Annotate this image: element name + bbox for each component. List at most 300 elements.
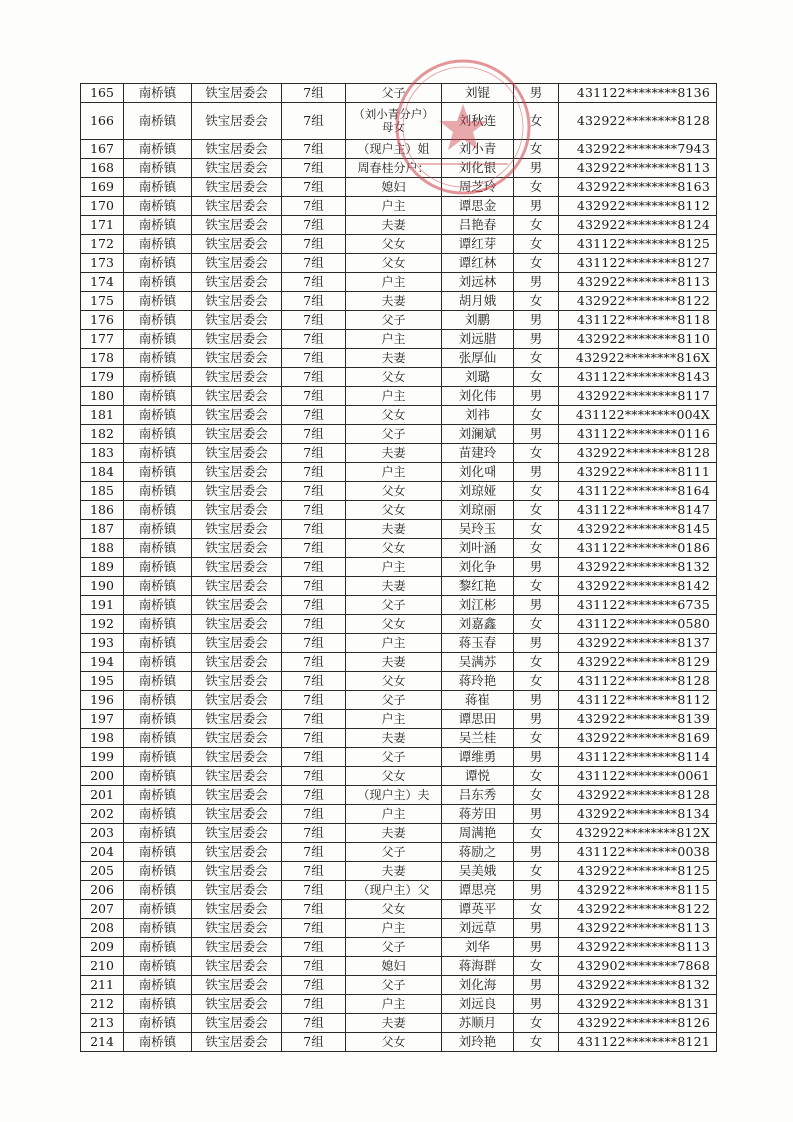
cell-number: 192 — [81, 615, 124, 634]
cell-name: 刘远草 — [442, 919, 514, 938]
cell-relation: 父子 — [346, 938, 442, 957]
table-row — [81, 235, 717, 254]
cell-gender: 男 — [514, 691, 559, 710]
cell-gender: 女 — [514, 349, 559, 368]
cell-gender: 女 — [514, 140, 559, 159]
table-row — [81, 767, 717, 786]
cell-relation: 户主 — [346, 634, 442, 653]
cell-committee: 铁宝居委会 — [192, 159, 282, 178]
cell-town: 南桥镇 — [124, 634, 192, 653]
cell-relation: 夫妻 — [346, 824, 442, 843]
cell-name: 黎红艳 — [442, 577, 514, 596]
table-row — [81, 425, 717, 444]
cell-group: 7组 — [282, 444, 346, 463]
cell-id-number: 432922********8163 — [559, 178, 717, 197]
cell-committee: 铁宝居委会 — [192, 938, 282, 957]
table-row — [81, 463, 717, 482]
cell-id-number: 432922********8122 — [559, 900, 717, 919]
cell-relation: （现户主）夫 — [346, 786, 442, 805]
table-row — [81, 254, 717, 273]
cell-relation: 父女 — [346, 254, 442, 273]
cell-relation: 夫妻 — [346, 349, 442, 368]
cell-number: 210 — [81, 957, 124, 976]
cell-committee: 铁宝居委会 — [192, 84, 282, 103]
cell-relation: 户主 — [346, 995, 442, 1014]
cell-number: 209 — [81, 938, 124, 957]
cell-gender: 女 — [514, 767, 559, 786]
cell-id-number: 432922********8137 — [559, 634, 717, 653]
cell-id-number: 432902********7868 — [559, 957, 717, 976]
cell-gender: 女 — [514, 672, 559, 691]
cell-number: 193 — [81, 634, 124, 653]
cell-gender: 女 — [514, 729, 559, 748]
cell-committee: 铁宝居委会 — [192, 178, 282, 197]
cell-committee: 铁宝居委会 — [192, 368, 282, 387]
cell-group: 7组 — [282, 387, 346, 406]
cell-number: 165 — [81, 84, 124, 103]
cell-group: 7组 — [282, 824, 346, 843]
table-row — [81, 330, 717, 349]
cell-town: 南桥镇 — [124, 501, 192, 520]
table-row — [81, 957, 717, 976]
cell-committee: 铁宝居委会 — [192, 710, 282, 729]
cell-id-number: 431122********0038 — [559, 843, 717, 862]
cell-name: 谭维勇 — [442, 748, 514, 767]
cell-committee: 铁宝居委会 — [192, 843, 282, 862]
table-row — [81, 558, 717, 577]
cell-committee: 铁宝居委会 — [192, 444, 282, 463]
cell-name: 谭思亮 — [442, 881, 514, 900]
cell-id-number: 432922********8142 — [559, 577, 717, 596]
cell-number: 198 — [81, 729, 124, 748]
cell-gender: 男 — [514, 273, 559, 292]
cell-gender: 女 — [514, 900, 559, 919]
table-row — [81, 919, 717, 938]
cell-number: 178 — [81, 349, 124, 368]
cell-number: 205 — [81, 862, 124, 881]
cell-name: 胡月娥 — [442, 292, 514, 311]
cell-name: 刘化银 — [442, 159, 514, 178]
cell-relation: 夫妻 — [346, 577, 442, 596]
cell-number: 185 — [81, 482, 124, 501]
cell-name: 刘秋连 — [442, 103, 514, 140]
cell-id-number: 432922********8122 — [559, 292, 717, 311]
cell-name: 蒋海群 — [442, 957, 514, 976]
cell-gender: 男 — [514, 843, 559, 862]
cell-name: 谭思田 — [442, 710, 514, 729]
cell-town: 南桥镇 — [124, 406, 192, 425]
cell-relation: 父子 — [346, 691, 442, 710]
cell-id-number: 431122********8118 — [559, 311, 717, 330]
cell-number: 208 — [81, 919, 124, 938]
cell-group: 7组 — [282, 406, 346, 425]
cell-committee: 铁宝居委会 — [192, 197, 282, 216]
cell-committee: 铁宝居委会 — [192, 577, 282, 596]
cell-group: 7组 — [282, 178, 346, 197]
cell-gender: 女 — [514, 501, 559, 520]
cell-group: 7组 — [282, 463, 346, 482]
cell-name: 谭红芽 — [442, 235, 514, 254]
table-row — [81, 159, 717, 178]
cell-number: 195 — [81, 672, 124, 691]
cell-id-number: 432922********8126 — [559, 1014, 717, 1033]
cell-gender: 男 — [514, 425, 559, 444]
cell-relation: 夫妻 — [346, 444, 442, 463]
cell-id-number: 431122********8128 — [559, 672, 717, 691]
cell-name: 刘远良 — [442, 995, 514, 1014]
cell-group: 7组 — [282, 311, 346, 330]
cell-committee: 铁宝居委会 — [192, 748, 282, 767]
cell-group: 7组 — [282, 748, 346, 767]
cell-gender: 女 — [514, 482, 559, 501]
cell-committee: 铁宝居委会 — [192, 501, 282, 520]
cell-name: 刘化伟 — [442, 387, 514, 406]
cell-committee: 铁宝居委会 — [192, 767, 282, 786]
cell-group: 7组 — [282, 84, 346, 103]
cell-committee: 铁宝居委会 — [192, 140, 282, 159]
cell-number: 168 — [81, 159, 124, 178]
cell-group: 7组 — [282, 615, 346, 634]
cell-town: 南桥镇 — [124, 824, 192, 843]
cell-group: 7组 — [282, 691, 346, 710]
cell-name: 刘华 — [442, 938, 514, 957]
cell-committee: 铁宝居委会 — [192, 520, 282, 539]
cell-name: 刘锟 — [442, 84, 514, 103]
table-row — [81, 691, 717, 710]
table-row — [81, 178, 717, 197]
cell-relation: 周春桂分户： — [346, 159, 442, 178]
cell-gender: 男 — [514, 976, 559, 995]
table-row — [81, 368, 717, 387]
cell-town: 南桥镇 — [124, 520, 192, 539]
cell-town: 南桥镇 — [124, 881, 192, 900]
household-roster-table — [80, 83, 717, 1052]
cell-town: 南桥镇 — [124, 197, 192, 216]
cell-committee: 铁宝居委会 — [192, 482, 282, 501]
cell-town: 南桥镇 — [124, 178, 192, 197]
cell-committee: 铁宝居委会 — [192, 729, 282, 748]
table-row — [81, 197, 717, 216]
table-row — [81, 995, 717, 1014]
cell-group: 7组 — [282, 1014, 346, 1033]
cell-committee: 铁宝居委会 — [192, 824, 282, 843]
cell-relation: 夫妻 — [346, 862, 442, 881]
cell-name: 谭悦 — [442, 767, 514, 786]
cell-number: 181 — [81, 406, 124, 425]
cell-town: 南桥镇 — [124, 900, 192, 919]
cell-group: 7组 — [282, 140, 346, 159]
cell-gender: 女 — [514, 444, 559, 463]
cell-id-number: 432922********8110 — [559, 330, 717, 349]
cell-number: 202 — [81, 805, 124, 824]
cell-name: 吴满苏 — [442, 653, 514, 672]
cell-name: 刘玲艳 — [442, 1033, 514, 1052]
cell-id-number: 432922********8113 — [559, 938, 717, 957]
cell-number: 177 — [81, 330, 124, 349]
cell-gender: 男 — [514, 748, 559, 767]
table-row — [81, 710, 717, 729]
cell-town: 南桥镇 — [124, 805, 192, 824]
cell-number: 176 — [81, 311, 124, 330]
table-row — [81, 729, 717, 748]
cell-committee: 铁宝居委会 — [192, 900, 282, 919]
cell-committee: 铁宝居委会 — [192, 387, 282, 406]
cell-relation: 夫妻 — [346, 216, 442, 235]
cell-group: 7组 — [282, 1033, 346, 1052]
cell-relation: 户主 — [346, 197, 442, 216]
cell-town: 南桥镇 — [124, 1014, 192, 1033]
cell-id-number: 432922********8113 — [559, 273, 717, 292]
cell-name: 刘鹏 — [442, 311, 514, 330]
cell-town: 南桥镇 — [124, 292, 192, 311]
cell-id-number: 432922********8131 — [559, 995, 717, 1014]
cell-number: 175 — [81, 292, 124, 311]
cell-relation: 户主 — [346, 330, 442, 349]
cell-town: 南桥镇 — [124, 995, 192, 1014]
table-row — [81, 292, 717, 311]
cell-gender: 男 — [514, 938, 559, 957]
cell-id-number: 432922********8145 — [559, 520, 717, 539]
cell-group: 7组 — [282, 368, 346, 387]
cell-town: 南桥镇 — [124, 368, 192, 387]
cell-relation: 父子 — [346, 425, 442, 444]
table-row — [81, 653, 717, 672]
cell-group: 7组 — [282, 349, 346, 368]
cell-relation: 夫妻 — [346, 520, 442, 539]
cell-town: 南桥镇 — [124, 976, 192, 995]
cell-name: 吴美娥 — [442, 862, 514, 881]
cell-relation: 夫妻 — [346, 653, 442, 672]
cell-name: 苏顺月 — [442, 1014, 514, 1033]
cell-relation: 户主 — [346, 919, 442, 938]
cell-gender: 女 — [514, 957, 559, 976]
cell-group: 7组 — [282, 254, 346, 273]
cell-group: 7组 — [282, 995, 346, 1014]
cell-number: 212 — [81, 995, 124, 1014]
cell-town: 南桥镇 — [124, 103, 192, 140]
table-row — [81, 786, 717, 805]
cell-id-number: 432922********8125 — [559, 862, 717, 881]
cell-committee: 铁宝居委会 — [192, 786, 282, 805]
cell-id-number: 431122********004X — [559, 406, 717, 425]
cell-gender: 男 — [514, 84, 559, 103]
cell-gender: 男 — [514, 881, 559, 900]
cell-number: 189 — [81, 558, 124, 577]
cell-gender: 男 — [514, 330, 559, 349]
cell-relation: 父女 — [346, 368, 442, 387]
cell-group: 7组 — [282, 653, 346, 672]
cell-town: 南桥镇 — [124, 311, 192, 330]
cell-number: 187 — [81, 520, 124, 539]
cell-id-number: 431122********8112 — [559, 691, 717, 710]
cell-id-number: 432922********8134 — [559, 805, 717, 824]
cell-committee: 铁宝居委会 — [192, 463, 282, 482]
cell-name: 刘叶涵 — [442, 539, 514, 558]
table-row — [81, 84, 717, 103]
table-row — [81, 634, 717, 653]
cell-number: 206 — [81, 881, 124, 900]
cell-group: 7组 — [282, 197, 346, 216]
cell-relation: 父子 — [346, 976, 442, 995]
cell-committee: 铁宝居委会 — [192, 995, 282, 1014]
cell-number: 172 — [81, 235, 124, 254]
table-row — [81, 900, 717, 919]
cell-name: 刘琼娅 — [442, 482, 514, 501]
cell-name: 刘化때 — [442, 463, 514, 482]
cell-committee: 铁宝居委会 — [192, 976, 282, 995]
cell-number: 197 — [81, 710, 124, 729]
cell-id-number: 432922********816X — [559, 349, 717, 368]
cell-town: 南桥镇 — [124, 653, 192, 672]
cell-town: 南桥镇 — [124, 84, 192, 103]
cell-gender: 男 — [514, 995, 559, 1014]
cell-relation: （刘小青分户）母女 — [346, 103, 442, 140]
cell-town: 南桥镇 — [124, 273, 192, 292]
cell-id-number: 432922********8112 — [559, 197, 717, 216]
cell-group: 7组 — [282, 596, 346, 615]
cell-town: 南桥镇 — [124, 938, 192, 957]
table-row — [81, 444, 717, 463]
cell-name: 刘琼丽 — [442, 501, 514, 520]
cell-relation: 夫妻 — [346, 729, 442, 748]
cell-name: 吕艳春 — [442, 216, 514, 235]
cell-relation: 媳妇 — [346, 178, 442, 197]
cell-number: 191 — [81, 596, 124, 615]
cell-town: 南桥镇 — [124, 748, 192, 767]
cell-group: 7组 — [282, 235, 346, 254]
cell-town: 南桥镇 — [124, 235, 192, 254]
cell-gender: 男 — [514, 805, 559, 824]
table-row — [81, 938, 717, 957]
cell-id-number: 432922********7943 — [559, 140, 717, 159]
cell-committee: 铁宝居委会 — [192, 615, 282, 634]
cell-id-number: 432922********8129 — [559, 653, 717, 672]
cell-id-number: 431122********8125 — [559, 235, 717, 254]
cell-name: 周满艳 — [442, 824, 514, 843]
cell-group: 7组 — [282, 919, 346, 938]
cell-gender: 女 — [514, 824, 559, 843]
cell-name: 谭红林 — [442, 254, 514, 273]
cell-town: 南桥镇 — [124, 463, 192, 482]
table-row — [81, 1033, 717, 1052]
cell-town: 南桥镇 — [124, 672, 192, 691]
cell-group: 7组 — [282, 159, 346, 178]
cell-group: 7组 — [282, 710, 346, 729]
cell-relation: 父女 — [346, 501, 442, 520]
cell-relation: 父女 — [346, 482, 442, 501]
cell-relation: 户主 — [346, 805, 442, 824]
cell-committee: 铁宝居委会 — [192, 957, 282, 976]
cell-group: 7组 — [282, 672, 346, 691]
cell-name: 刘澜斌 — [442, 425, 514, 444]
cell-committee: 铁宝居委会 — [192, 539, 282, 558]
table-row — [81, 843, 717, 862]
cell-gender: 女 — [514, 653, 559, 672]
table-row — [81, 805, 717, 824]
cell-town: 南桥镇 — [124, 216, 192, 235]
cell-committee: 铁宝居委会 — [192, 881, 282, 900]
table-row — [81, 824, 717, 843]
cell-town: 南桥镇 — [124, 387, 192, 406]
cell-id-number: 431122********0061 — [559, 767, 717, 786]
cell-relation: （现户主）姐 — [346, 140, 442, 159]
cell-relation: 户主 — [346, 463, 442, 482]
cell-id-number: 432922********8115 — [559, 881, 717, 900]
cell-number: 194 — [81, 653, 124, 672]
cell-town: 南桥镇 — [124, 710, 192, 729]
cell-number: 170 — [81, 197, 124, 216]
cell-name: 刘祎 — [442, 406, 514, 425]
cell-town: 南桥镇 — [124, 330, 192, 349]
cell-number: 169 — [81, 178, 124, 197]
cell-relation: 父女 — [346, 406, 442, 425]
cell-name: 谭英平 — [442, 900, 514, 919]
cell-group: 7组 — [282, 330, 346, 349]
cell-town: 南桥镇 — [124, 159, 192, 178]
cell-group: 7组 — [282, 539, 346, 558]
cell-relation: 户主 — [346, 273, 442, 292]
cell-gender: 女 — [514, 292, 559, 311]
cell-number: 196 — [81, 691, 124, 710]
cell-group: 7组 — [282, 425, 346, 444]
cell-id-number: 431122********0186 — [559, 539, 717, 558]
cell-gender: 男 — [514, 596, 559, 615]
roster-body — [81, 84, 717, 1052]
cell-name: 张厚仙 — [442, 349, 514, 368]
cell-id-number: 432922********8139 — [559, 710, 717, 729]
cell-group: 7组 — [282, 520, 346, 539]
cell-town: 南桥镇 — [124, 919, 192, 938]
cell-name: 刘璐 — [442, 368, 514, 387]
table-row — [81, 273, 717, 292]
cell-committee: 铁宝居委会 — [192, 349, 282, 368]
cell-relation: 父女 — [346, 1033, 442, 1052]
cell-gender: 女 — [514, 577, 559, 596]
cell-name: 刘化海 — [442, 976, 514, 995]
cell-id-number: 432922********812X — [559, 824, 717, 843]
cell-gender: 女 — [514, 406, 559, 425]
cell-committee: 铁宝居委会 — [192, 1033, 282, 1052]
cell-id-number: 431122********8164 — [559, 482, 717, 501]
cell-group: 7组 — [282, 273, 346, 292]
table-row — [81, 976, 717, 995]
cell-number: 213 — [81, 1014, 124, 1033]
cell-committee: 铁宝居委会 — [192, 330, 282, 349]
cell-relation: 父女 — [346, 900, 442, 919]
cell-number: 173 — [81, 254, 124, 273]
table-row — [81, 406, 717, 425]
cell-gender: 男 — [514, 919, 559, 938]
cell-name: 蒋玲艳 — [442, 672, 514, 691]
table-row — [81, 520, 717, 539]
cell-group: 7组 — [282, 634, 346, 653]
cell-town: 南桥镇 — [124, 596, 192, 615]
cell-relation: 媳妇 — [346, 957, 442, 976]
table-row — [81, 501, 717, 520]
cell-number: 179 — [81, 368, 124, 387]
cell-gender: 男 — [514, 387, 559, 406]
cell-name: 蒋崔 — [442, 691, 514, 710]
cell-committee: 铁宝居委会 — [192, 862, 282, 881]
table-row — [81, 216, 717, 235]
cell-group: 7组 — [282, 216, 346, 235]
table-row — [81, 349, 717, 368]
cell-relation: 户主 — [346, 710, 442, 729]
cell-committee: 铁宝居委会 — [192, 919, 282, 938]
cell-town: 南桥镇 — [124, 1033, 192, 1052]
cell-committee: 铁宝居委会 — [192, 634, 282, 653]
cell-committee: 铁宝居委会 — [192, 254, 282, 273]
